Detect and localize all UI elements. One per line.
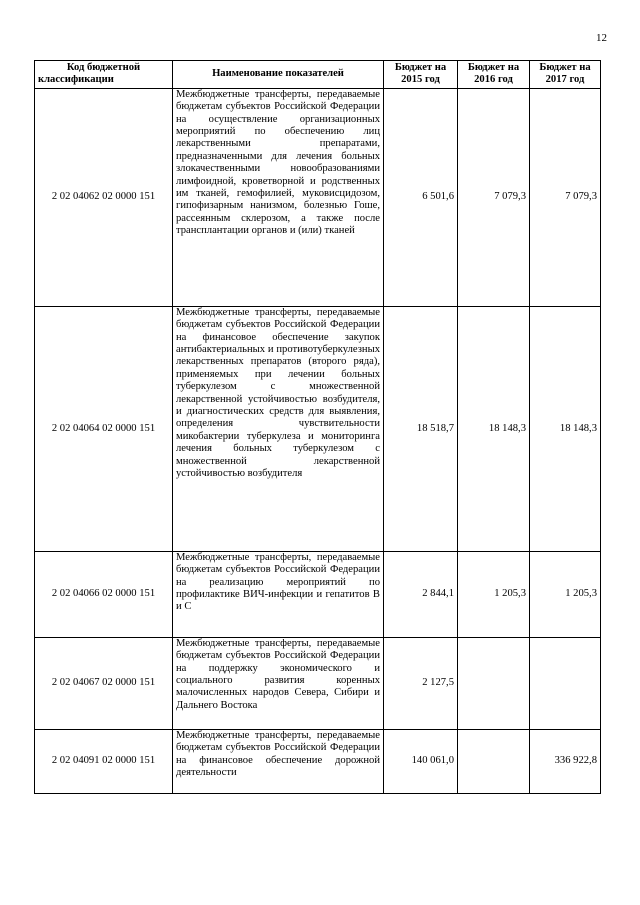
header-name: Наименование показателей <box>173 61 384 89</box>
row-budget-2015: 6 501,6 <box>384 88 458 306</box>
row-name: Межбюджетные трансферты, передаваемые бюджетам субъектов Российской Федерации на финансовое обеспечение дорожной деятельности <box>173 729 384 793</box>
row-budget-2017: 336 922,8 <box>530 729 601 793</box>
table-header-row <box>35 61 601 89</box>
budget-table <box>34 60 601 794</box>
row-code: 2 02 04067 02 0000 151 <box>35 637 173 729</box>
row-budget-2015: 140 061,0 <box>384 729 458 793</box>
header-budget-2015: Бюджет на 2015 год <box>384 61 458 89</box>
header-budget-2017: Бюджет на 2017 год <box>530 61 601 89</box>
row-name: Межбюджетные трансферты, передаваемые бюджетам субъектов Российской Федерации на поддержку экономического и социального развития коренных малочисленных народов Севера, Сибири и Дальнего Востока <box>173 637 384 729</box>
table-row <box>35 306 601 551</box>
row-budget-2017 <box>530 637 601 729</box>
row-budget-2016 <box>458 637 530 729</box>
header-code: Код бюджетной классификации <box>35 61 173 89</box>
row-code: 2 02 04062 02 0000 151 <box>35 88 173 306</box>
row-budget-2017: 7 079,3 <box>530 88 601 306</box>
table-row <box>35 729 601 793</box>
row-budget-2016: 7 079,3 <box>458 88 530 306</box>
row-code: 2 02 04064 02 0000 151 <box>35 306 173 551</box>
row-budget-2016: 1 205,3 <box>458 551 530 637</box>
row-code: 2 02 04066 02 0000 151 <box>35 551 173 637</box>
row-name: Межбюджетные трансферты, передаваемые бюджетам субъектов Российской Федерации на финансовое обеспечение закупок антибактериальных и противотуберкулезных лекарственных препаратов (второго ряда), применяемых при лечении больных туберкулезом с множественной лекарственной устойчивостью возбудителя, и диагностических средств для выявления, определения чувствительности микобактерии туберкулеза и мониторинга лечения больных туберкулезом с множественной лекарственной устойчивостью возбудителя <box>173 306 384 551</box>
table-row <box>35 637 601 729</box>
row-name: Межбюджетные трансферты, передаваемые бюджетам субъектов Российской Федерации на реализацию мероприятий по профилактике ВИЧ-инфекции и гепатитов B и C <box>173 551 384 637</box>
row-budget-2016: 18 148,3 <box>458 306 530 551</box>
row-budget-2015: 2 844,1 <box>384 551 458 637</box>
row-budget-2015: 2 127,5 <box>384 637 458 729</box>
header-budget-2016: Бюджет на 2016 год <box>458 61 530 89</box>
row-budget-2017: 1 205,3 <box>530 551 601 637</box>
row-budget-2016 <box>458 729 530 793</box>
row-budget-2017: 18 148,3 <box>530 306 601 551</box>
table-row <box>35 88 601 306</box>
page-number: 12 <box>596 32 607 44</box>
row-budget-2015: 18 518,7 <box>384 306 458 551</box>
row-code: 2 02 04091 02 0000 151 <box>35 729 173 793</box>
table-row <box>35 551 601 637</box>
row-name: Межбюджетные трансферты, передаваемые бюджетам субъектов Российской Федерации на осуществление организационных мероприятий по обеспечению лиц лекарственными препаратами, предназначенными для лечения больных злокачественными новообразованиями лимфоидной, кроветворной и родственных им тканей, гемофилией, муковисцидозом, гипофизарным нанизмом, болезнью Гоше, рассеянным склерозом, а также после трансплантации органов и (или) тканей <box>173 88 384 306</box>
